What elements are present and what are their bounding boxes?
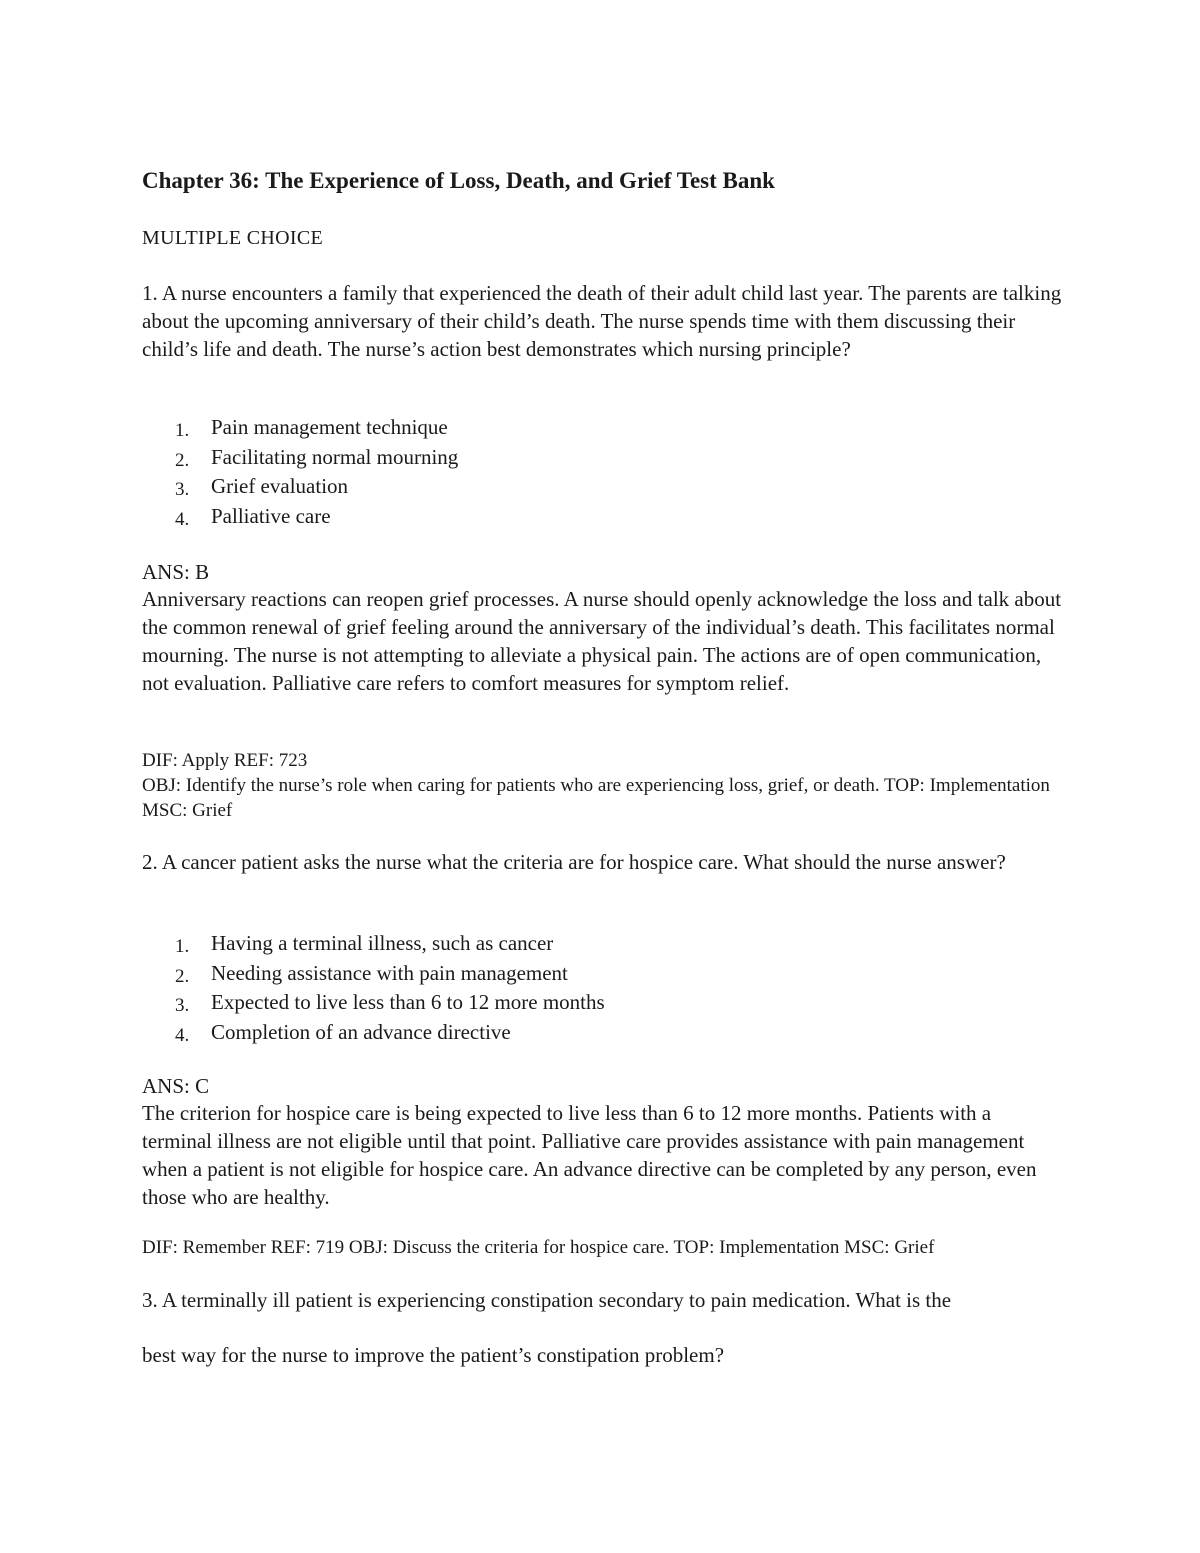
- option-number: 2.: [175, 449, 190, 471]
- option-number: 3.: [175, 479, 190, 500]
- option-text: Needing assistance with pain management: [211, 960, 568, 985]
- question-2-rationale: The criterion for hospice care is being expected to live less than 6 to 12 more months. Patients with a terminal illness are not eligible until that point. Palliative care provides assistance with pain management when a patient is not eligible for hospice care. An advance directive can be completed by any person, even those who are healthy.: [142, 1101, 1037, 1209]
- option-text: Having a terminal illness, such as cancer: [211, 931, 554, 955]
- option-number: 4.: [175, 1024, 190, 1046]
- question-3-stem-line-2: best way for the nurse to improve the patient’s constipation problem?: [142, 1343, 725, 1367]
- option-text: Palliative care: [211, 503, 331, 528]
- option-text: Facilitating normal mourning: [211, 444, 459, 469]
- option-text: Expected to live less than 6 to 12 more months: [211, 990, 605, 1014]
- option-text: Pain management technique: [211, 415, 448, 439]
- question-1-meta: [142, 748, 1062, 823]
- question-1-answer: ANS: B: [142, 560, 210, 584]
- question-3-stem-line-1: 3. A terminally ill patient is experiencing constipation secondary to pain medication. What is the: [142, 1288, 952, 1312]
- question-2-stem: 2. A cancer patient asks the nurse what the criteria are for hospice care. What should the nurse answer?: [142, 850, 1006, 874]
- document-title: Chapter 36: The Experience of Loss, Death, and Grief Test Bank: [142, 168, 775, 193]
- option-number: 1.: [175, 420, 190, 441]
- question-2-meta: DIF: Remember REF: 719 OBJ: Discuss the criteria for hospice care. TOP: Implementation MSC: Grief: [142, 1237, 935, 1258]
- option-text: Grief evaluation: [211, 474, 349, 498]
- question-1-meta-line-1: DIF: Apply REF: 723: [142, 750, 308, 771]
- question-1-rationale: Anniversary reactions can reopen grief processes. A nurse should openly acknowledge the loss and talk about the common renewal of grief feeling around the anniversary of the individual’s death. This facilitates normal mourning. The nurse is not attempting to alleviate a physical pain. The actions are of open communication, not evaluation. Palliative care refers to comfort measures for symptom relief.: [142, 587, 1062, 695]
- question-1-stem: 1. A nurse encounters a family that experienced the death of their adult child last year. The parents are talking about the upcoming anniversary of their child’s death. The nurse spends time with them discussing their child’s life and death. The nurse’s action best demonstrates which nursing principle?: [142, 281, 1062, 361]
- option-number: 2.: [175, 965, 190, 987]
- section-heading: MULTIPLE CHOICE: [142, 227, 323, 249]
- question-2-answer: ANS: C: [142, 1074, 210, 1098]
- option-text: Completion of an advance directive: [211, 1019, 511, 1044]
- option-number: 4.: [175, 508, 190, 530]
- option-number: 1.: [175, 936, 190, 957]
- question-1-meta-line-2: OBJ: Identify the nurse’s role when caring for patients who are experiencing loss, grief, or death. TOP: Implementation MSC: Grief: [142, 775, 1050, 821]
- option-number: 3.: [175, 995, 190, 1016]
